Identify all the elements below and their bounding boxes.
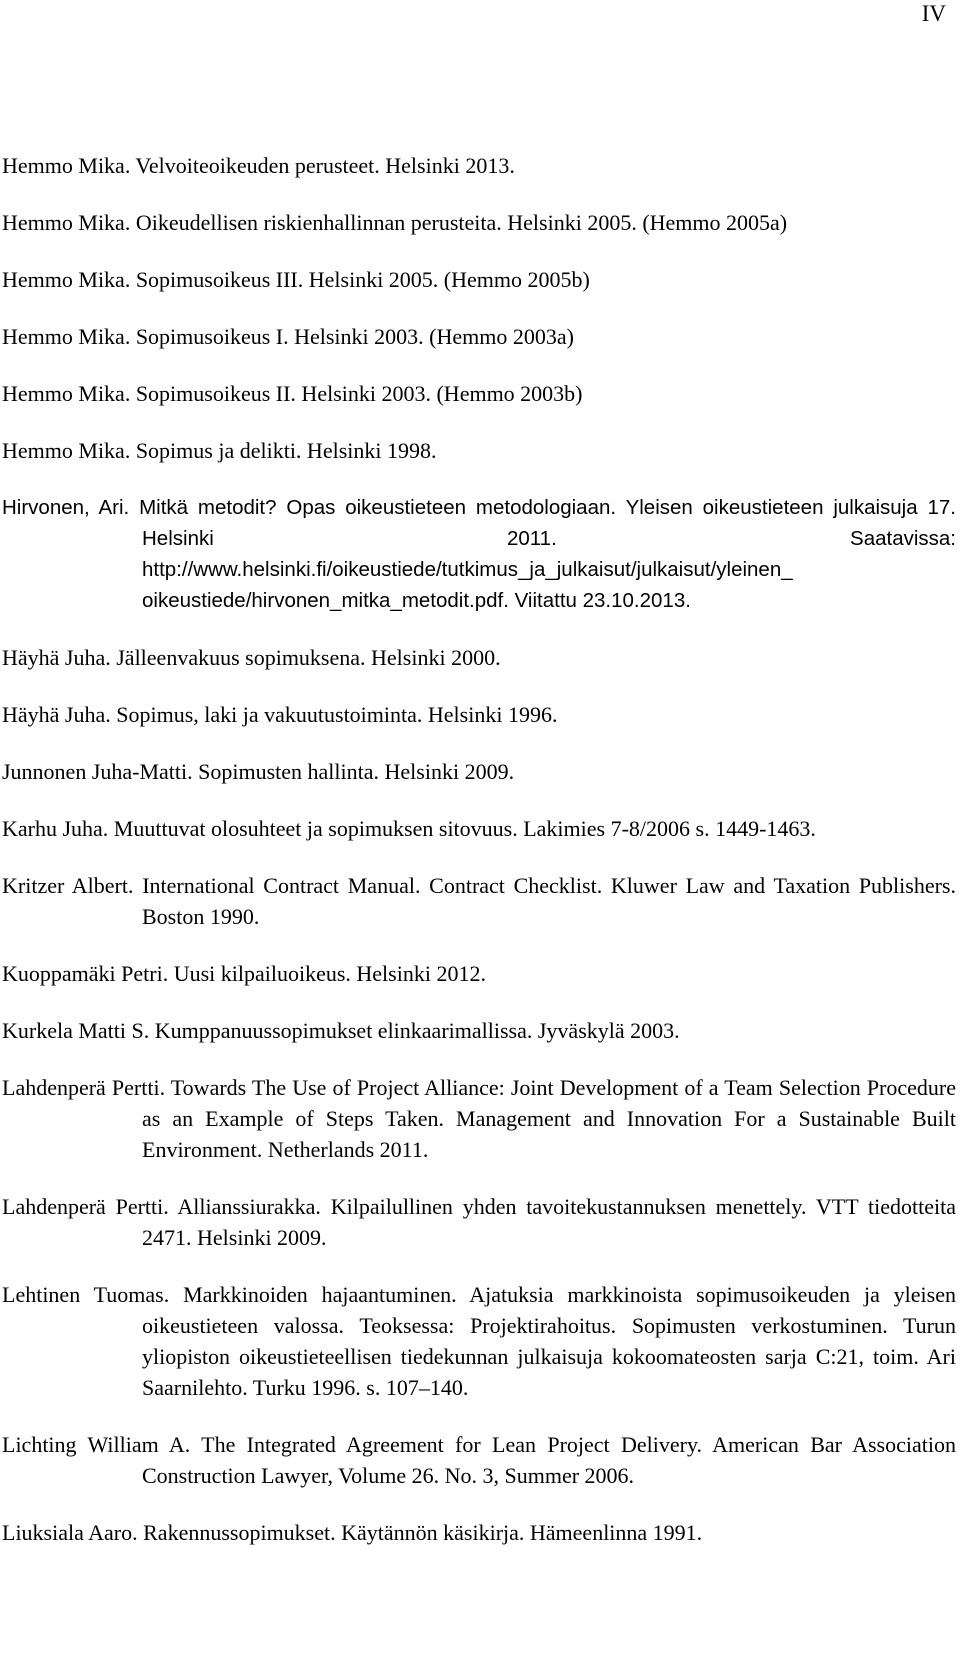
reference-entry: Kuoppamäki Petri. Uusi kilpailuoikeus. Helsinki 2012. [2, 961, 486, 986]
reference-entry: Karhu Juha. Muuttuvat olosuhteet ja sopimuksen sitovuus. Lakimies 7-8/2006 s. 1449-1463. [2, 816, 816, 841]
reference-entry: Hemmo Mika. Velvoiteoikeuden perusteet. Helsinki 2013. [2, 153, 515, 178]
reference-entry: Häyhä Juha. Sopimus, laki ja vakuutustoiminta. Helsinki 1996. [2, 702, 558, 727]
reference-entry: Lichting William A. The Integrated Agreement for Lean Project Delivery. American Bar Association Construction Lawyer, Volume 26. No. 3, Summer 2006. [2, 1432, 956, 1488]
reference-entry: Häyhä Juha. Jälleenvakuus sopimuksena. Helsinki 2000. [2, 645, 501, 670]
reference-entry: Hemmo Mika. Sopimus ja delikti. Helsinki 1998. [2, 438, 437, 463]
reference-entry: Hemmo Mika. Sopimusoikeus III. Helsinki 2005. (Hemmo 2005b) [2, 267, 590, 292]
reference-entry: Junnonen Juha-Matti. Sopimusten hallinta. Helsinki 2009. [2, 759, 515, 784]
reference-entry: Hemmo Mika. Oikeudellisen riskienhallinnan perusteita. Helsinki 2005. (Hemmo 2005a) [2, 210, 788, 235]
reference-entry: Lahdenperä Pertti. Towards The Use of Project Alliance: Joint Development of a Team Selection Procedure as an Example of Steps Taken. Management and Innovation For a Sustainable Built Environment. Netherlands 2011. [2, 1075, 956, 1162]
reference-entry: Lehtinen Tuomas. Markkinoiden hajaantuminen. Ajatuksia markkinoista sopimusoikeuden ja yleisen oikeustieteen valossa. Teoksessa: Projektirahoitus. Sopimusten verkostuminen. Turun yliopiston oikeustieteellisen tiedekunnan julkaisuja kokoomateosten sarja C:21, toim. Ari Saarnilehto. Turku 1996. s. 107–140. [2, 1282, 956, 1400]
reference-entry: Hemmo Mika. Sopimusoikeus I. Helsinki 2003. (Hemmo 2003a) [2, 324, 574, 349]
reference-entry: Liuksiala Aaro. Rakennussopimukset. Käytännön käsikirja. Hämeenlinna 1991. [2, 1520, 703, 1545]
reference-entry: Kritzer Albert. International Contract Manual. Contract Checklist. Kluwer Law and Taxation Publishers. Boston 1990. [2, 873, 956, 929]
reference-entry: Lahdenperä Pertti. Allianssiurakka. Kilpailullinen yhden tavoitekustannuksen menettely. VTT tiedotteita 2471. Helsinki 2009. [2, 1194, 956, 1250]
page-number: IV [921, 1, 946, 26]
reference-list [2, 150, 956, 1548]
reference-entry: Kurkela Matti S. Kumppanuussopimukset elinkaarimallissa. Jyväskylä 2003. [2, 1018, 680, 1043]
reference-entry: Hirvonen, Ari. Mitkä metodit? Opas oikeustieteen metodologiaan. Yleisen oikeustieteen julkaisuja 17. Helsinki 2011. Saatavissa: http://www.helsinki.fi/oikeustiede/tutkimus_ja_julkaisut/julkaisut/yleinen_ oikeustiede/hirvonen_mitka_metodit.pdf. Viitattu 23.10.2013. [2, 496, 956, 612]
reference-entry: Hemmo Mika. Sopimusoikeus II. Helsinki 2003. (Hemmo 2003b) [2, 381, 583, 406]
